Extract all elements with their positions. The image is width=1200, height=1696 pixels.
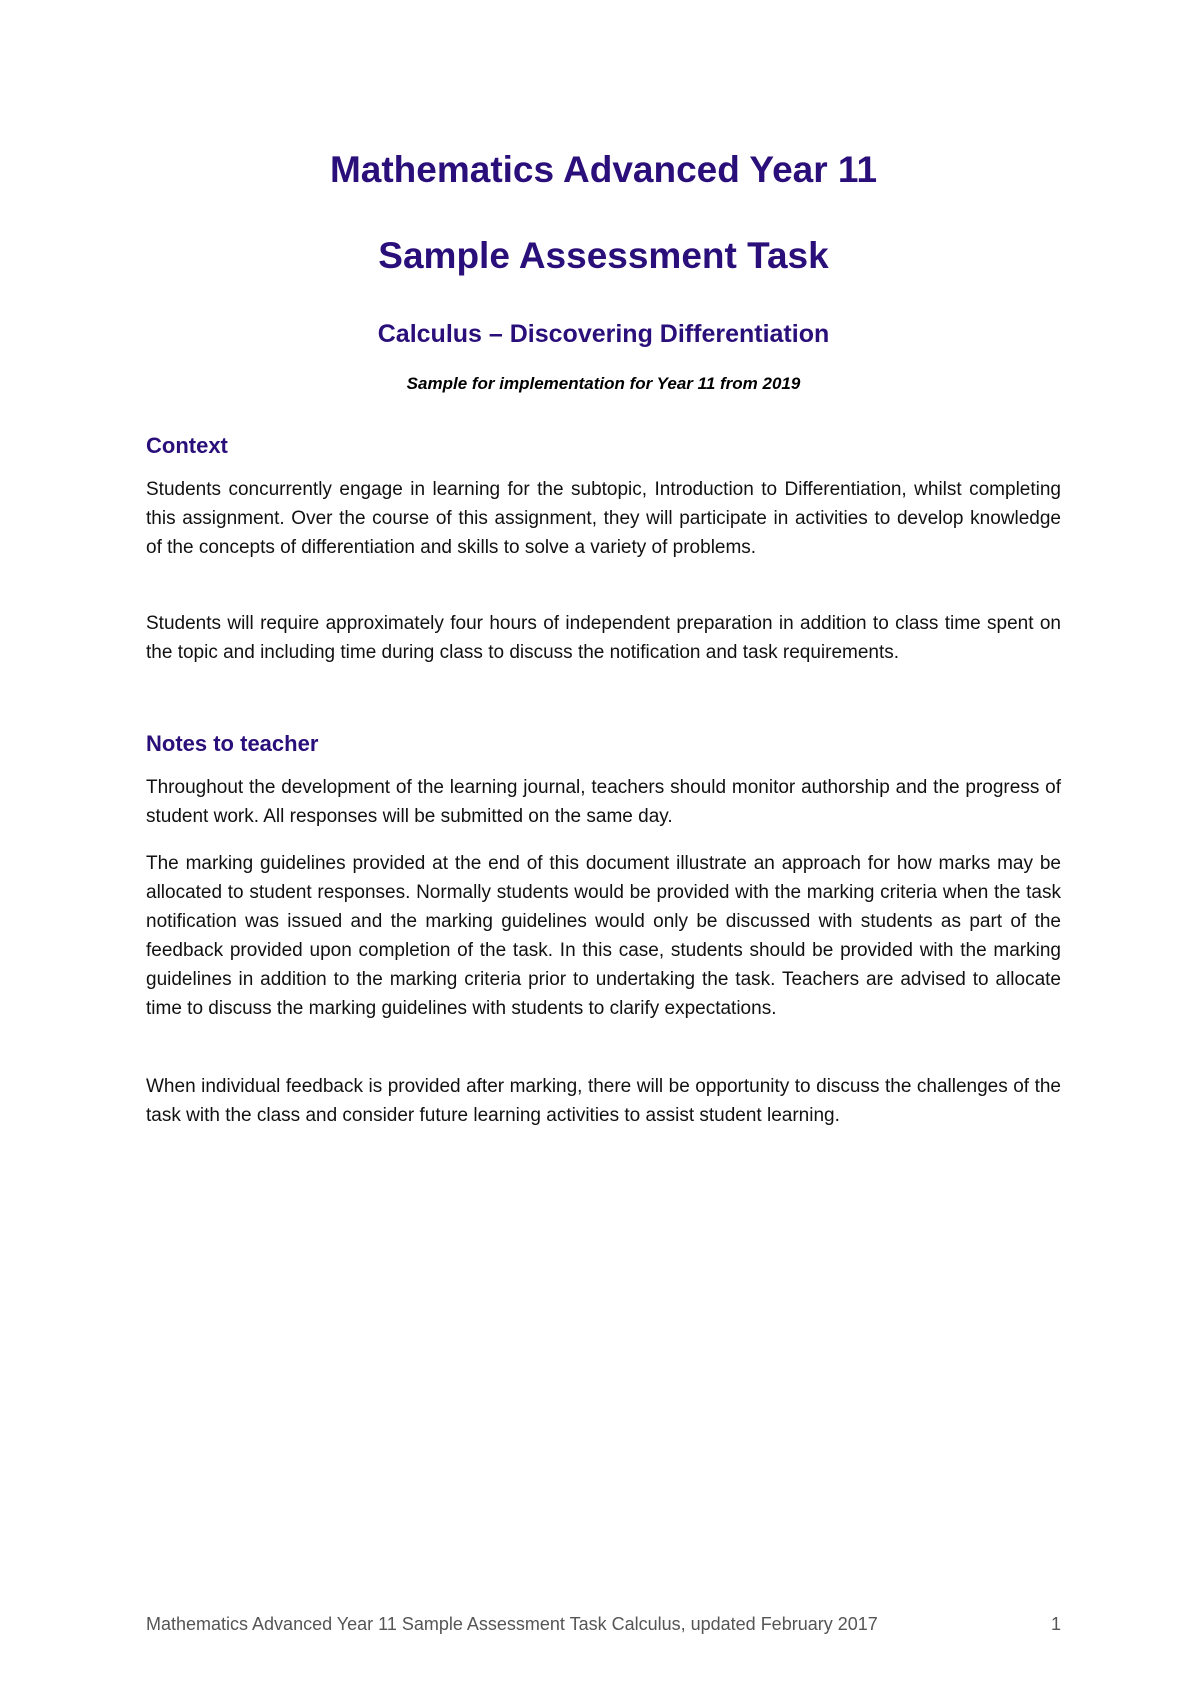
notes-paragraph: Throughout the development of the learning journal, teachers should monitor authorship and the progress of student work. All responses will be submitted on the same day. [146,777,1061,827]
notes-paragraph: The marking guidelines provided at the end of this document illustrate an approach for how marks may be allocated to student responses. Normally students would be provided with the marking criteria when the task notification was issued and the marking guidelines would only be discussed with students as part of the feedback provided upon completion of the task. In this case, students should be provided with the marking guidelines in addition to the marking criteria prior to undertaking the task. Teachers are advised to allocate time to discuss the marking guidelines with students to clarify expectations. [146,853,1061,1019]
page-number: 1 [1050,1614,1061,1634]
document-subtitle: Calculus – Discovering Differentiation [377,320,830,348]
document-title-secondary: Sample Assessment Task [378,235,829,276]
context-paragraph: Students concurrently engage in learning for the subtopic, Introduction to Differentiation, whilst completing this assignment. Over the course of this assignment, they will participate in activities to develop knowledge of the concepts of differentiation and skills to solve a variety of problems. [146,479,1061,558]
context-heading: Context [146,433,228,458]
footer-text: Mathematics Advanced Year 11 Sample Assessment Task Calculus, updated February 2017 [146,1614,878,1634]
notes-paragraph: When individual feedback is provided after marking, there will be opportunity to discuss the challenges of the task with the class and consider future learning activities to assist student learning. [146,1076,1061,1126]
notes-to-teacher-heading: Notes to teacher [146,731,319,756]
document-title: Mathematics Advanced Year 11 [329,149,878,190]
context-paragraph: Students will require approximately four hours of independent preparation in addition to class time spent on the topic and including time during class to discuss the notification and task requirements. [146,613,1061,663]
implementation-note: Sample for implementation for Year 11 from 2019 [406,374,801,393]
